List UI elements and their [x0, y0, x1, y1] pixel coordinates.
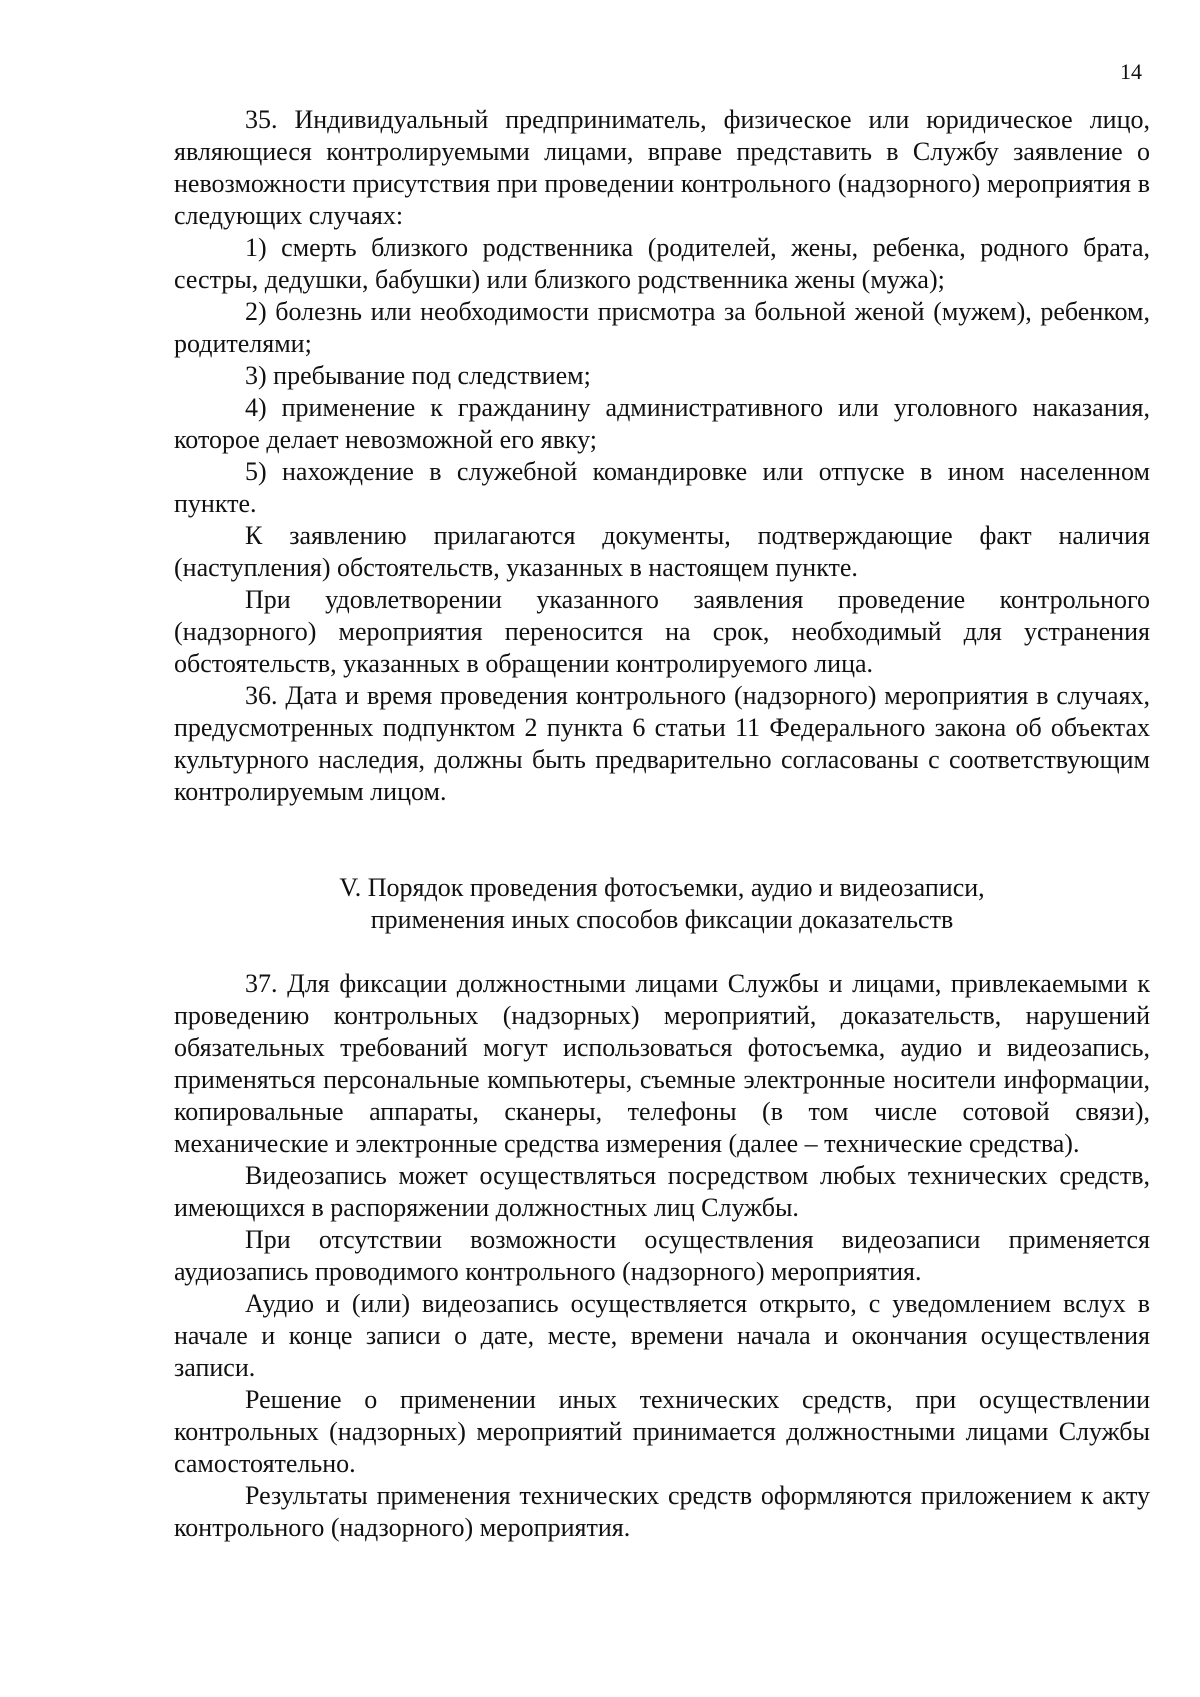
section-heading-line-1: V. Порядок проведения фотосъемки, аудио и видеозаписи, [339, 873, 985, 902]
paragraph-36: 36. Дата и время проведения контрольного (надзорного) мероприятия в случаях, предусмотренных подпунктом 2 пункта 6 статьи 11 Федерального закона об объектах культурного наследия, должны быть предварительно согласованы с соответствующим контролируемым лицом. [174, 681, 1150, 806]
list-item-5: 5) нахождение в служебной командировке или отпуске в ином населенном пункте. [174, 457, 1150, 518]
paragraph-postponement: При удовлетворении указанного заявления проведение контрольного (надзорного) мероприятия переносится на срок, необходимый для устранения обстоятельств, указанных в обращении контролируемого лица. [174, 585, 1150, 678]
paragraph-other-means: Решение о применении иных технических средств, при осуществлении контрольных (надзорных) мероприятий принимается должностными лицами Службы самостоятельно. [174, 1385, 1150, 1478]
section-items-35-36 [174, 104, 1150, 808]
section-heading [174, 872, 1150, 936]
paragraph-37: 37. Для фиксации должностными лицами Службы и лицами, привлекаемыми к проведению контрольных (надзорных) мероприятий, доказательств, нарушений обязательных требований могут использоваться фотосъемка, аудио и видеозапись, применяться персональные компьютеры, съемные электронные носители информации, копировальные аппараты, сканеры, телефоны (в том числе сотовой связи), механические и электронные средства измерения (далее – технические средства). [174, 969, 1150, 1158]
list-item-1: 1) смерть близкого родственника (родителей, жены, ребенка, родного брата, сестры, дедушки, бабушки) или близкого родственника жены (мужа); [174, 233, 1150, 294]
paragraph-open-recording: Аудио и (или) видеозапись осуществляется открыто, с уведомлением вслух в начале и конце записи о дате, месте, времени начала и окончания осуществления записи. [174, 1289, 1150, 1382]
paragraph-audio: При отсутствии возможности осуществления видеозаписи применяется аудиозапись проводимого контрольного (надзорного) мероприятия. [174, 1225, 1150, 1286]
list-item-4: 4) применение к гражданину административного или уголовного наказания, которое делает невозможной его явку; [174, 393, 1150, 454]
paragraph-documents: К заявлению прилагаются документы, подтверждающие факт наличия (наступления) обстоятельств, указанных в настоящем пункте. [174, 521, 1150, 582]
paragraph-results: Результаты применения технических средств оформляются приложением к акту контрольного (надзорного) мероприятия. [174, 1481, 1150, 1542]
page-number: 14 [1120, 59, 1142, 84]
list-item-2: 2) болезнь или необходимости присмотра за больной женой (мужем), ребенком, родителями; [174, 297, 1150, 358]
section-heading-line-2: применения иных способов фиксации доказательств [370, 905, 954, 934]
list-item-3: 3) пребывание под следствием; [245, 361, 591, 390]
section-item-37 [174, 968, 1150, 1544]
paragraph-35: 35. Индивидуальный предприниматель, физическое или юридическое лицо, являющиеся контролируемыми лицами, вправе представить в Службу заявление о невозможности присутствия при проведении контрольного (надзорного) мероприятия в следующих случаях: [174, 105, 1150, 230]
paragraph-video: Видеозапись может осуществляться посредством любых технических средств, имеющихся в распоряжении должностных лиц Службы. [174, 1161, 1150, 1222]
